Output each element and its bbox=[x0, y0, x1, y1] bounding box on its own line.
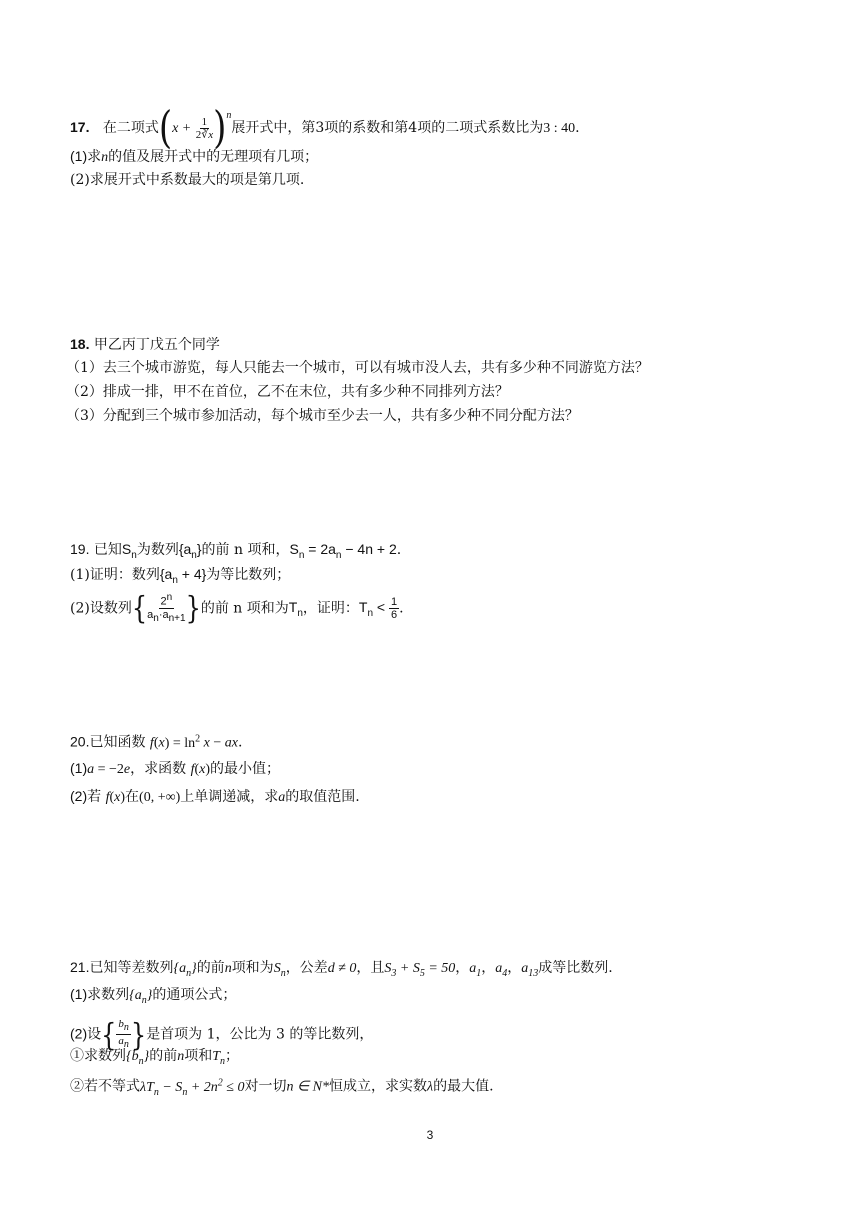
q20-formula: f bbox=[149, 735, 154, 751]
q17-formula-paren-right: ) bbox=[213, 102, 227, 154]
q19-sub1: (1)证明：数列$\{a_n + 4\}$为等比数列； bbox=[70, 566, 291, 586]
q21-sub2a: ①求数列$\{b_n\}$的前n项和$T_n$； bbox=[70, 1048, 240, 1067]
q19-line1: 19. 已知$S_n$为数列$\{a_n\}$的前 n 项和，$S_n = 2a_n - 4n + 2$. bbox=[70, 541, 402, 561]
q17-formula-fraction: $\frac{1}{2∛x}$ bbox=[195, 115, 214, 141]
q18-title: 18. 甲乙丙丁戊五个同学 bbox=[70, 336, 220, 353]
q19-fraction: $\frac{2^n}{a_n\cdot a_{n+1}}$ bbox=[147, 592, 186, 624]
q18-sub1: （1）去三个城市游览，每人只能去一个城市，可以有城市没人去，共有多少种不同游览方法？ bbox=[66, 360, 649, 376]
q17-line1: 17. 在二项式(x + $\frac{1}{2∛x}$ )$^n$展开式中，第3项的系数和第4项的二项式系数比为3 : 40. bbox=[70, 102, 580, 154]
q18-sub2: （2）排成一排，甲不在首位，乙不在末位，共有多少种不同排列方法？ bbox=[66, 384, 509, 400]
q17-ratio: 3 : 40 bbox=[543, 121, 576, 136]
q20-sub2: (2)若 f(x)在(0, +∞)上单调递减，求a的取值范围. bbox=[70, 788, 360, 805]
q20-line1: 20.已知函数 $f(x) = \ln^2 x$ − ax. bbox=[70, 733, 243, 751]
q21-line1: 21.已知等差数列$\{a_n\}$的前n项和为$S_n$，公差d ≠ 0，且$S_3 + S_5 = 50$，$a_1$，$a_4$，$a_{13}$成等比数列. bbox=[70, 959, 613, 979]
page-number: 3 bbox=[426, 1128, 434, 1142]
q19-formula: $S_n = 2a_n - 4n + 2$ bbox=[289, 541, 397, 561]
q17-text-post: 展开式中，第3项的系数和第4项的二项式系数比为 bbox=[231, 120, 544, 136]
q21-sub2: (2)设{ $\frac{b_n}{a_n}$ }是首项为 1，公比为 3 的等比数列， bbox=[70, 1016, 374, 1053]
q19-sub2: (2)设数列{ $\frac{2^n}{a_n\cdot a_{n+1}}$ }的前 n 项和为$T_n$，证明：$T_n$ < $\frac{1}{6}$ . bbox=[70, 590, 404, 627]
q17-sub2: (2)求展开式中系数最大的项是第几项. bbox=[70, 172, 305, 188]
q18-sub3: （3）分配到三个城市参加活动，每个城市至少去一人，共有多少种不同分配方法？ bbox=[66, 408, 579, 424]
q21-sub2b: ②若不等式$\lambda T_n - S_n + 2n^2 \le 0$对一切n ∈ N*恒成立，求实数λ的最大值. bbox=[70, 1077, 494, 1098]
q21-sub1: (1)求数列$\{a_n\}$的通项公式； bbox=[70, 986, 237, 1006]
q20-sub1: (1)a = −2e，求函数 f(x)的最小值； bbox=[70, 760, 281, 777]
q17-sub1: (1)求n的值及展开式中的无理项有几项； bbox=[70, 148, 319, 165]
q17-text-pre: 在二项式 bbox=[102, 120, 159, 136]
q17-formula: x + bbox=[172, 121, 192, 136]
q17-number: 17. bbox=[70, 119, 90, 135]
q17-formula-paren-left: ( bbox=[158, 102, 173, 154]
